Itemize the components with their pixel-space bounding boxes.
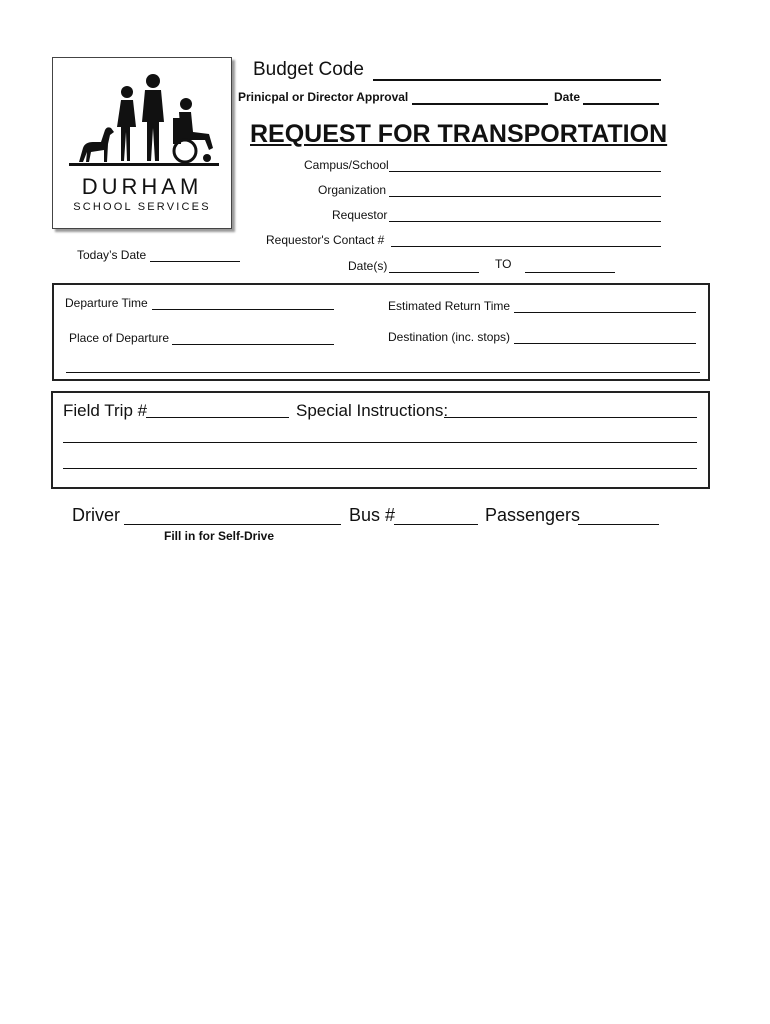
departure-place-label: Place of Departure: [69, 331, 170, 345]
form-title: REQUEST FOR TRANSPORTATION: [250, 120, 668, 148]
approval-label: Prinicpal or Director Approval: [238, 90, 409, 104]
campus-label: Campus/School: [304, 158, 389, 172]
requestor-field[interactable]: [389, 221, 661, 222]
budget-code-field[interactable]: [373, 79, 661, 81]
approval-date-field[interactable]: [583, 103, 659, 105]
campus-field[interactable]: [389, 171, 661, 172]
bus-field[interactable]: [394, 524, 478, 525]
destination-field[interactable]: [514, 343, 696, 344]
driver-field[interactable]: [124, 524, 341, 525]
departure-time-label: Departure Time: [65, 296, 148, 310]
organization-field[interactable]: [389, 196, 661, 197]
dates-start-field[interactable]: [389, 272, 479, 273]
company-logo: [52, 57, 232, 229]
approval-date-label: Date: [554, 90, 581, 104]
dates-end-field[interactable]: [525, 272, 615, 273]
bus-label: Bus #: [349, 505, 396, 525]
logo-wordmark: DURHAM: [81, 174, 203, 199]
contact-field[interactable]: [391, 246, 661, 247]
organization-label: Organization: [318, 183, 387, 197]
dates-label: Date(s): [348, 259, 388, 273]
approval-field[interactable]: [412, 103, 548, 105]
return-time-field[interactable]: [514, 312, 696, 313]
destination-label: Destination (inc. stops): [388, 330, 511, 344]
departure-time-field[interactable]: [152, 309, 334, 310]
passengers-label: Passengers: [485, 505, 581, 525]
logo-subtitle: SCHOOL SERVICES: [73, 201, 211, 213]
todays-date-label: Today’s Date: [77, 248, 147, 262]
instructions-line-3[interactable]: [63, 468, 697, 469]
departure-place-field[interactable]: [172, 344, 334, 345]
field-trip-label: Field Trip #: [63, 401, 148, 420]
trip-notes-line[interactable]: [66, 372, 700, 373]
todays-date-field[interactable]: [150, 261, 240, 262]
special-instructions-label: Special Instructions:: [296, 401, 449, 420]
requestor-label: Requestor: [332, 208, 388, 222]
field-trip-field[interactable]: [146, 417, 289, 418]
contact-label: Requestor's Contact #: [266, 233, 385, 247]
driver-label: Driver: [72, 505, 120, 525]
passengers-field[interactable]: [578, 524, 659, 525]
special-instructions-field[interactable]: [444, 417, 697, 418]
instructions-line-2[interactable]: [63, 442, 697, 443]
self-drive-note: Fill in for Self-Drive: [164, 529, 275, 543]
budget-code-label: Budget Code: [253, 59, 364, 80]
return-time-label: Estimated Return Time: [388, 299, 511, 313]
students-silhouette-icon: [69, 72, 219, 172]
dates-to-label: TO: [495, 257, 512, 271]
